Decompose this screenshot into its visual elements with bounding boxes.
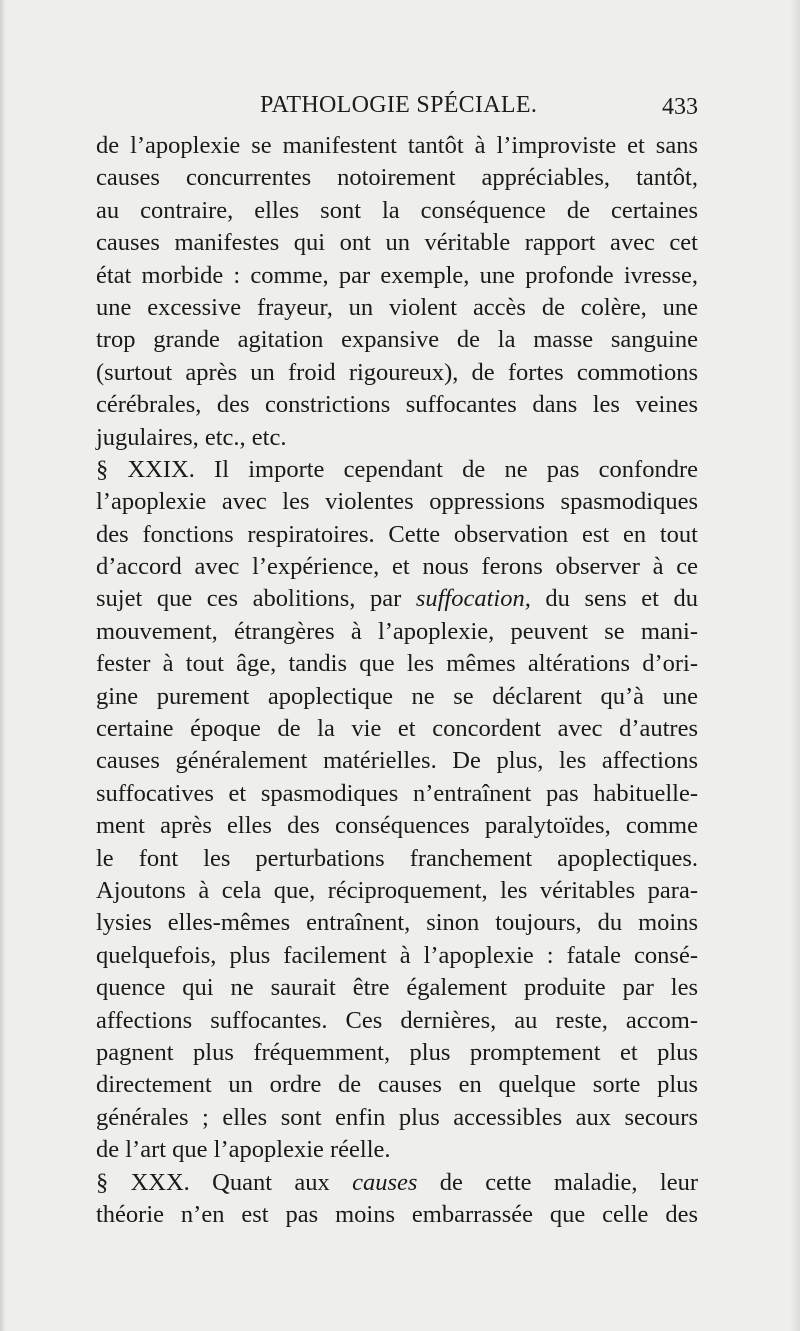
page-edge-right (790, 0, 800, 1331)
text-segment: d’accord avec l’expérience, et nous ferons observer à ce (96, 553, 698, 581)
text-line (96, 260, 698, 292)
text-segment: mouvement, étrangères à l’apoplexie, peuvent se mani- (96, 617, 698, 645)
text-line (96, 713, 698, 745)
text-line (96, 519, 698, 551)
text-line (96, 195, 698, 227)
text-line (96, 1005, 698, 1037)
text-line (96, 130, 698, 162)
text-line (96, 972, 698, 1004)
text-segment: lysies elles-mêmes entraînent, sinon toujours, du moins (96, 909, 698, 937)
text-segment: l’apoplexie avec les violentes oppressions spasmodiques (96, 488, 698, 516)
text-segment: au contraire, elles sont la conséquence de certaines (96, 196, 698, 224)
text-line (96, 227, 698, 259)
text-line (96, 940, 698, 972)
text-segment: de l’apoplexie se manifestent tantôt à l’improviste et sans (96, 132, 698, 159)
text-segment: jugulaires, etc., etc. (96, 423, 287, 451)
text-line (96, 616, 698, 648)
text-segment: de cette maladie, leur (417, 1168, 698, 1196)
text-segment: suffocatives et spasmodiques n’entraînent pas habituelle- (96, 779, 698, 807)
text-segment: fester à tout âge, tandis que les mêmes altérations d’ori- (96, 650, 698, 678)
text-line (96, 551, 698, 583)
text-line (96, 681, 698, 713)
text-segment: des fonctions respiratoires. Cette observation est en tout (96, 520, 698, 548)
text-segment: certaine époque de la vie et concordent avec d’autres (96, 715, 698, 743)
text-segment: directement un ordre de causes en quelque sorte plus (96, 1071, 698, 1099)
page-header (96, 92, 698, 124)
text-line (96, 875, 698, 907)
text-segment: cérébrales, des constrictions suffocantes dans les veines (96, 391, 698, 419)
text-line (96, 843, 698, 875)
text-segment: ment après elles des conséquences paralytoïdes, comme (96, 812, 698, 840)
text-line (96, 1167, 698, 1199)
text-line (96, 648, 698, 680)
text-segment: théorie n’en est pas moins embarrassée que celle des (96, 1200, 698, 1228)
text-segment: pagnent plus fréquemment, plus promptement et plus (96, 1038, 698, 1066)
text-line (96, 583, 698, 615)
italic-text: suffocation, (415, 585, 531, 613)
text-line (96, 422, 698, 454)
text-line (96, 1037, 698, 1069)
text-segment: générales ; elles sont enfin plus accessibles aux secours (96, 1103, 698, 1131)
text-line (96, 486, 698, 518)
text-line (96, 292, 698, 324)
text-line (96, 454, 698, 486)
text-segment: (surtout après un froid rigoureux), de fortes commotions (96, 358, 698, 386)
text-segment: sujet que ces abolitions, par (96, 585, 416, 613)
text-line (96, 324, 698, 356)
text-segment: de l’art que l’apoplexie réelle. (96, 1136, 391, 1164)
text-segment: du sens et du (530, 585, 698, 613)
text-segment: état morbide : comme, par exemple, une profonde ivresse, (96, 261, 698, 289)
text-line (96, 810, 698, 842)
page-number: 433 (662, 94, 698, 120)
text-line (96, 357, 698, 389)
text-line (96, 1199, 698, 1231)
text-line (96, 389, 698, 421)
text-segment: § XXX. Quant aux (96, 1168, 353, 1196)
text-segment: quence qui ne saurait être également produite par les (96, 974, 698, 1002)
text-segment: causes manifestes qui ont un véritable rapport avec cet (96, 229, 698, 257)
running-title: PATHOLOGIE SPÉCIALE. (260, 92, 538, 118)
italic-text: causes (352, 1168, 418, 1196)
text-segment: § XXIX. Il importe cependant de ne pas confondre (96, 455, 698, 483)
text-segment: trop grande agitation expansive de la masse sanguine (96, 326, 698, 354)
text-line (96, 907, 698, 939)
page-edge-left (0, 0, 6, 1331)
text-line (96, 1134, 698, 1166)
text-line (96, 745, 698, 777)
text-segment: une excessive frayeur, un violent accès de colère, une (96, 293, 698, 321)
text-line (96, 778, 698, 810)
body-text (96, 130, 698, 1231)
text-line (96, 1069, 698, 1101)
text-segment: le font les perturbations franchement apoplectiques. (96, 844, 698, 872)
text-segment: gine purement apoplectique ne se déclarent qu’à une (96, 682, 698, 710)
text-segment: quelquefois, plus facilement à l’apoplexie : fatale consé- (96, 941, 698, 969)
text-segment: causes concurrentes notoirement appréciables, tantôt, (96, 164, 698, 192)
text-line (96, 1102, 698, 1134)
text-segment: affections suffocantes. Ces dernières, au reste, accom- (96, 1006, 698, 1034)
text-segment: causes généralement matérielles. De plus, les affections (96, 747, 698, 775)
text-segment: Ajoutons à cela que, réciproquement, les véritables para- (96, 876, 698, 904)
text-line (96, 162, 698, 194)
